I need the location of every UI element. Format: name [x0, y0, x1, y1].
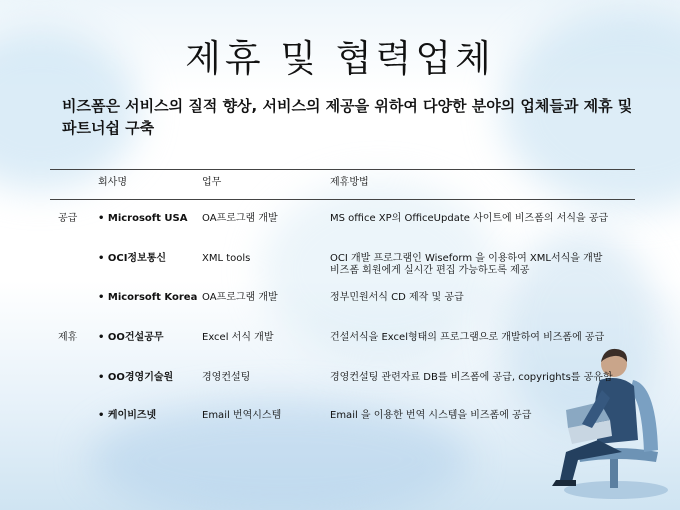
company-name: • OO건설공무: [98, 332, 164, 343]
partnership-method: Email 을 이용한 번역 시스템을 비즈폼에 공급: [330, 410, 532, 421]
partnership-method: 비즈폼 회원에게 실시간 편집 가능하도록 제공: [330, 265, 530, 276]
table-header-rule: [50, 199, 635, 200]
partnership-method: OCI 개발 프로그램인 Wiseform 을 이용하여 XML서식을 개발: [330, 253, 603, 264]
work-description: 경영컨설팅: [202, 372, 251, 383]
partnership-method: MS office XP의 OfficeUpdate 사이트에 비즈폼의 서식을 공급: [330, 213, 609, 224]
company-name: • Microsoft USA: [98, 213, 188, 224]
work-description: Email 번역시스템: [202, 410, 282, 421]
partnership-method: 경영컨설팅 관련자료 DB를 비즈폼에 공급, copyrights를 공유함: [330, 372, 613, 383]
company-name: • OO경영기술원: [98, 372, 174, 383]
company-name: • 케이비즈넷: [98, 410, 157, 421]
company-name: • OCI정보통신: [98, 253, 167, 264]
work-description: XML tools: [202, 253, 251, 264]
table-top-rule: [50, 169, 635, 170]
partnership-method: 정부민원서식 CD 제작 및 공급: [330, 292, 464, 303]
page-title: 제휴 및 협력업체: [185, 37, 495, 80]
group-label: 제휴: [58, 332, 78, 343]
work-description: OA프로그램 개발: [202, 292, 278, 303]
column-header-company: 회사명: [98, 177, 127, 188]
group-label: 공급: [58, 213, 78, 224]
subtitle: 비즈폼은 서비스의 질적 향상, 서비스의 제공을 위하여 다양한 분야의 업체들과 제휴 및 파트너쉽 구축: [62, 97, 633, 137]
work-description: OA프로그램 개발: [202, 213, 278, 224]
company-name: • Micorsoft Korea: [98, 292, 198, 303]
work-description: Excel 서식 개발: [202, 332, 274, 343]
column-header-method: 제휴방법: [330, 177, 369, 188]
partnership-method: 건설서식을 Excel형태의 프로그램으로 개발하여 비즈폼에 공급: [330, 332, 605, 343]
businessman-with-laptop-illustration: [538, 340, 678, 505]
column-header-work: 업무: [202, 177, 222, 188]
